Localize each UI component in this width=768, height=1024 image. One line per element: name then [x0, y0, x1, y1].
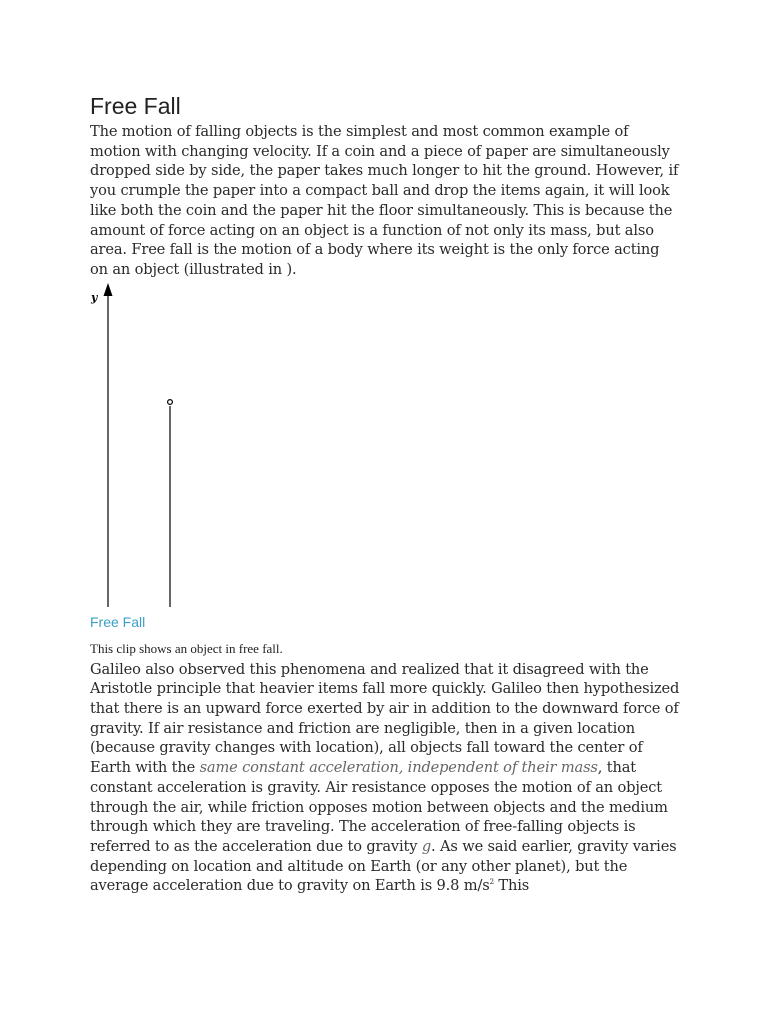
- figure-caption: This clip shows an object in free fall.: [90, 640, 283, 656]
- y-axis-arrow-icon: [104, 283, 113, 296]
- page-title: Free Fall: [90, 93, 181, 119]
- body-text-part4: This: [493, 877, 530, 895]
- gravity-symbol: g: [421, 837, 432, 855]
- emphasis-text: same constant acceleration, independent of their mass: [199, 759, 598, 777]
- body-text-part2: , that constant acceleration is gravity. Air resistance opposes the motion of an object through the air, while friction opposes motion between objects and the medium through which they are traveling. The acceleration of free-falling objects is referred to as the acceleration due to gravity: [90, 759, 668, 855]
- free-fall-figure: [90, 282, 680, 609]
- falling-object-icon: [168, 399, 173, 404]
- body-text-part1: Galileo also observed this phenomena and realized that it disagreed with the Aristotle principle that heavier items fall more quickly. Galileo then hypothesized that there is an upward force exerted by air in addition to the downward force of gravity. If air resistance and friction are negligible, then in a given location (because gravity changes with location), all objects fall toward the center of Earth with the: [90, 660, 680, 777]
- body-paragraph: [90, 660, 680, 896]
- free-fall-diagram: [90, 282, 210, 609]
- figure-title: Free Fall: [90, 613, 146, 630]
- body-text-part3: . As we said earlier, gravity varies depending on location and altitude on Earth (or any other planet), but the average acceleration due to gravity on Earth is 9.8 m/s: [90, 837, 677, 895]
- intro-paragraph: The motion of falling objects is the simplest and most common example of motion with changing velocity. If a coin and a piece of paper are simultaneously dropped side by side, the paper takes much longer to hit the ground. However, if you crumple the paper into a compact ball and drop the items again, it will look like both the coin and the paper hit the floor simultaneously. This is because the amount of force acting on an object is a function of not only its mass, but also area. Free fall is the motion of a body where its weight is the only force acting on an object (illustrated in ).: [90, 123, 679, 278]
- exponent: 2: [489, 878, 494, 887]
- y-axis-label: y: [91, 290, 98, 304]
- article: [90, 92, 680, 896]
